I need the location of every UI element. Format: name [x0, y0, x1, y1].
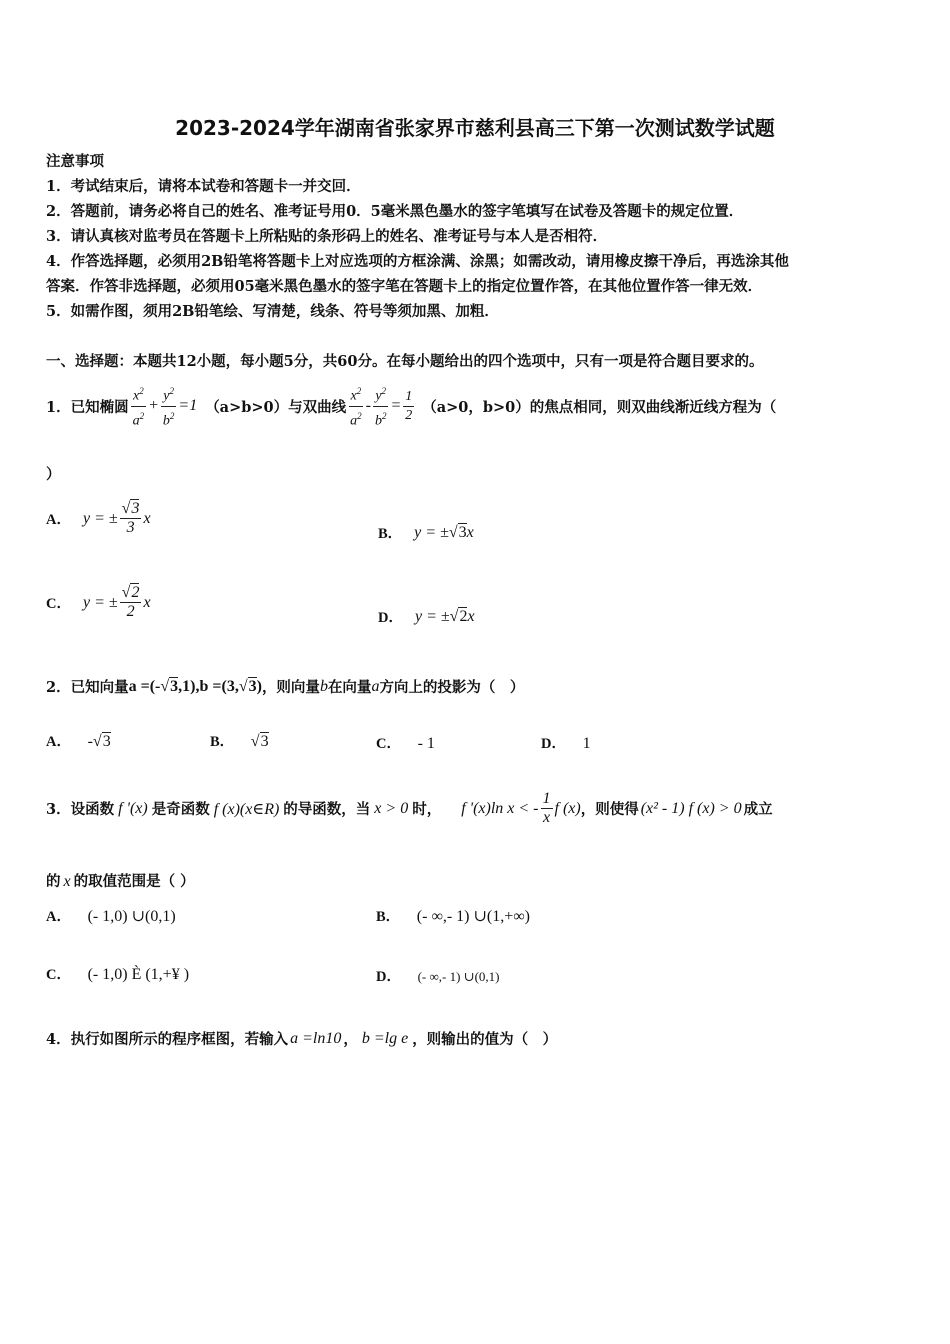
q1-option-a[interactable]: A． y = ± $\frac{√3}{3}$ x	[46, 500, 151, 536]
q3-option-d[interactable]: D． (- ∞,- 1) ∪(0,1)	[376, 969, 500, 985]
notice-item: 2．答题前，请务必将自己的姓名、准考证号用0．5毫米黑色墨水的签字笔填写在试卷及答题卡的规定位置．	[46, 203, 744, 220]
q1-ellipse-cond: （a>b>0）	[205, 398, 289, 416]
inequality: f '(x)ln x < - $\frac{1}{x}$ f (x)	[461, 790, 581, 826]
option-label: A．	[46, 734, 71, 750]
ellipse-equation: $\frac{x^2}{a^2}$ + $\frac{y^2}{b^2}$ =1	[129, 382, 198, 430]
page-title: 2023-2024学年湖南省张家界市慈利县高三下第一次测试数学试题	[175, 116, 775, 140]
option-label: D．	[541, 736, 566, 752]
option-label: C．	[46, 967, 71, 983]
q2-option-a[interactable]: A． -√3	[46, 733, 111, 750]
notice-item: 5．如需作图，须用2B铅笔绘、写清楚，线条、符号等须加黑、加粗．	[46, 303, 499, 320]
question-4: 4．执行如图所示的程序框图，若输入 a =ln10 ， b =lg e ，则输出的值为（ ）	[46, 1029, 558, 1048]
question-2: 2．已知向量 a =(-√3,1),b =(3,√3) ，则向量 b 在向量 a 方向上的投影为（ ）	[46, 677, 525, 696]
q1-hyper-cond: （a>0，b>0）的焦点相同，则双曲线渐近线方程为（	[422, 398, 777, 416]
q3-option-b[interactable]: B． (- ∞,- 1) ∪(1,+∞)	[376, 908, 530, 925]
vector-definition: a =(-√3,1),b =(3,√3)	[128, 677, 262, 695]
option-label: A．	[46, 909, 71, 925]
notice-item: 1．考试结束后，请将本试卷和答题卡一并交回．	[46, 178, 361, 195]
notice-item: 4．作答选择题，必须用2B铅笔将答题卡上对应选项的方框涂满、涂黑；如需改动，请用橡皮擦干净后，再选涂其他	[46, 253, 789, 270]
q1-mid: 与双曲线	[288, 398, 347, 416]
q1-option-b[interactable]: B． y = ± √ 3 x	[378, 523, 474, 542]
q3-option-a[interactable]: A． (- 1,0) ∪(0,1)	[46, 908, 176, 925]
q1-prefix: 1．已知椭圆	[46, 398, 129, 416]
section-heading: 一、选择题：本题共12小题，每小题5分，共60分。在每小题给出的四个选项中，只有一项是符合题目要求的。	[46, 353, 764, 370]
option-label: D．	[378, 610, 403, 626]
q1-option-c[interactable]: C． y = ± $\frac{√2}{2}$ x	[46, 584, 151, 620]
option-label: B．	[210, 734, 235, 750]
hyperbola-equation: $\frac{x^2}{a^2}$ - $\frac{y^2}{b^2}$ = $\frac{1}{2}$	[346, 382, 416, 430]
question-3: 3．设函数 f '(x) 是奇函数 f (x)(x∈R) 的导函数，当 x > 0 时， f '(x)ln x < - $\frac{1}{x}$ f (x) ，则使得 (x² - 1) f (x) > 0 成立	[46, 790, 773, 826]
notice-item: 答案．作答非选择题，必须用05毫米黑色墨水的签字笔在答题卡上的指定位置作答，在其他位置作答一律无效．	[46, 278, 763, 295]
option-label: B．	[376, 909, 401, 925]
notice-item: 3．请认真核对监考员在答题卡上所粘贴的条形码上的姓名、准考证号与本人是否相符．	[46, 228, 608, 245]
q2-option-c[interactable]: C． - 1	[376, 735, 435, 752]
q2-option-b[interactable]: B． √3	[210, 733, 269, 750]
question-1	[46, 382, 776, 430]
option-label: A．	[46, 512, 71, 528]
q1-close-paren: ）	[46, 466, 61, 483]
question-3-line2: 的 x 的取值范围是（ ）	[46, 873, 195, 890]
q3-option-c[interactable]: C． (- 1,0) È (1,+¥ )	[46, 966, 190, 983]
q2-option-d[interactable]: D． 1	[541, 735, 591, 752]
q1-option-d[interactable]: D． y = ± √ 2 x	[378, 607, 475, 626]
option-label: C．	[376, 736, 401, 752]
option-label: C．	[46, 596, 71, 612]
option-label: B．	[378, 526, 403, 542]
option-label: D．	[376, 969, 401, 985]
notice-heading: 注意事项	[46, 153, 104, 170]
